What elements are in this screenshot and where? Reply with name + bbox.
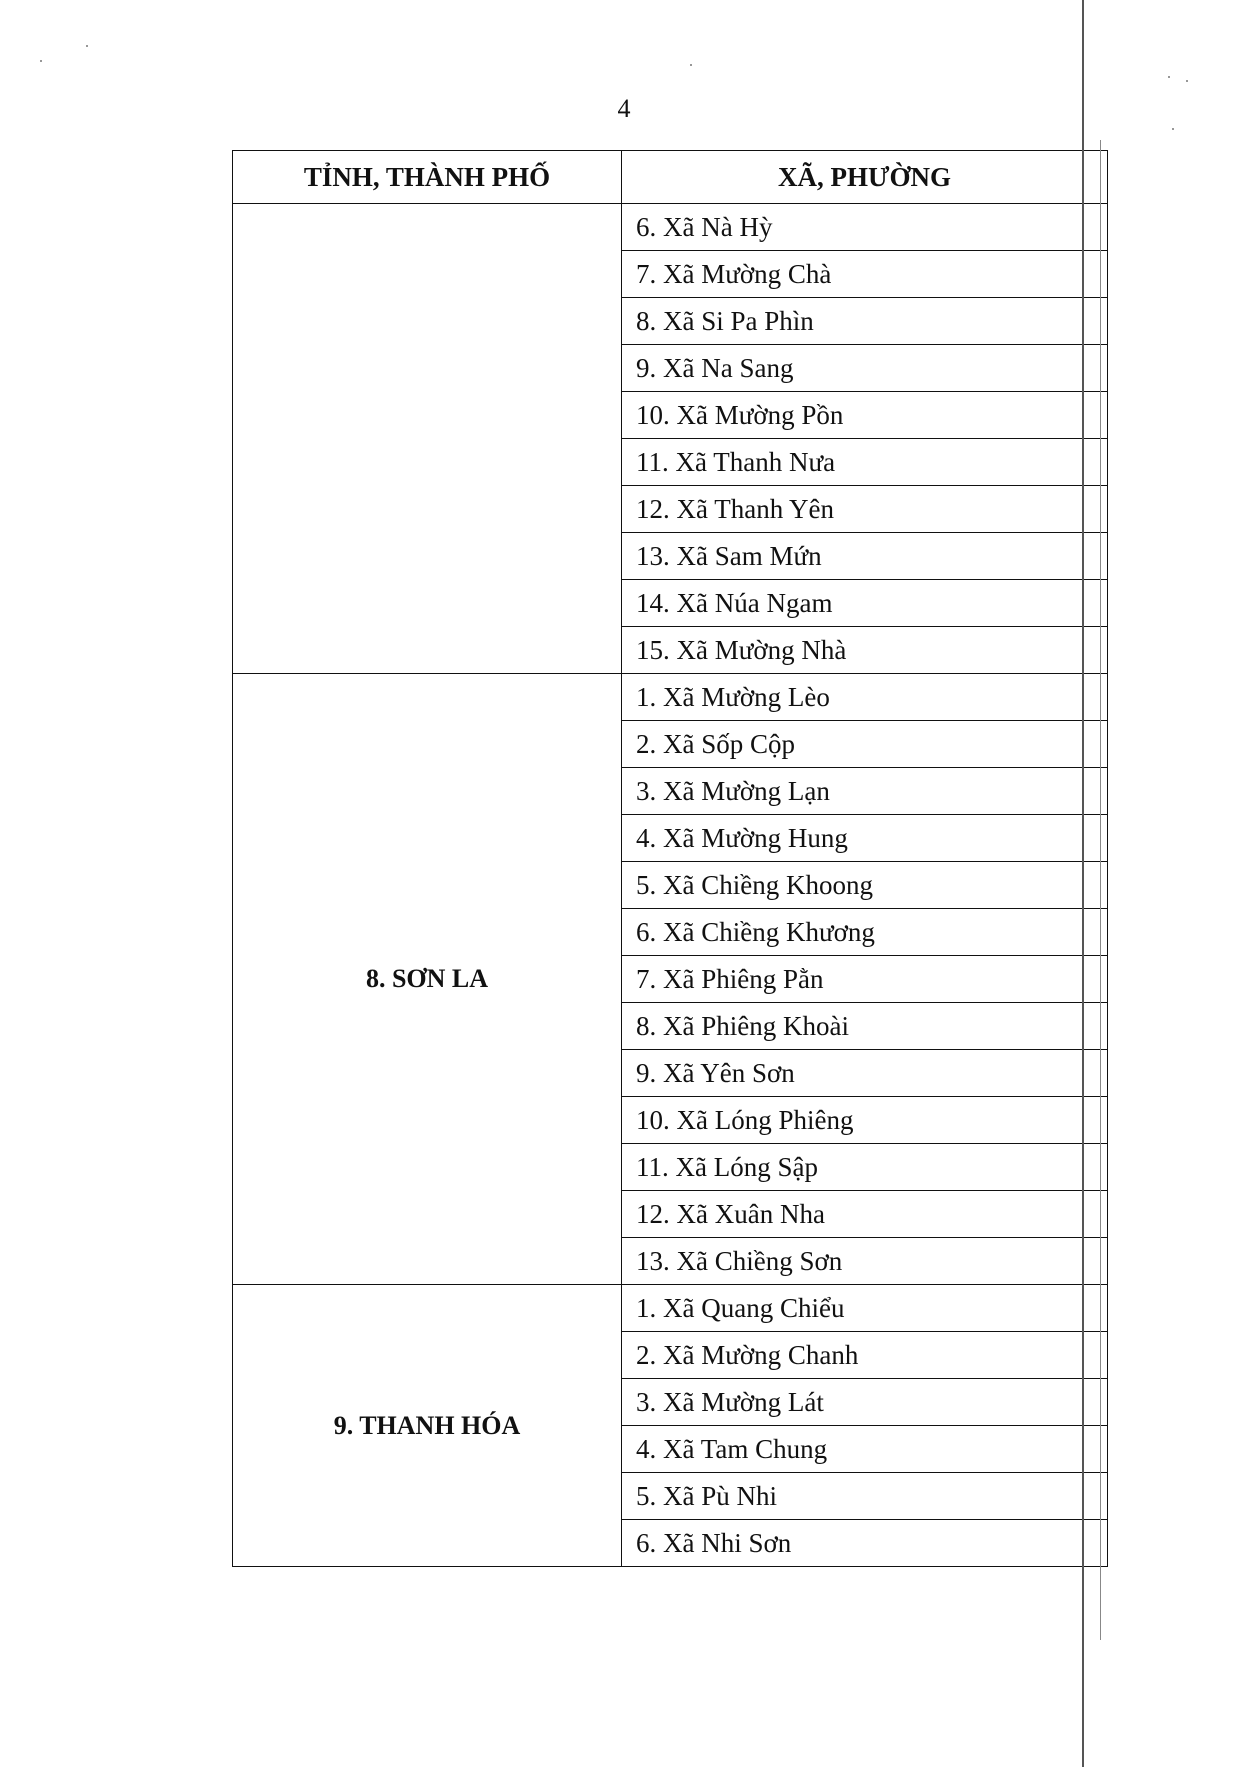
commune-cell: 8. Xã Phiêng Khoài [622,1003,1108,1050]
commune-cell: 10. Xã Mường Pồn [622,392,1108,439]
scan-speck [1186,80,1188,82]
table-body [233,204,1108,1567]
table-header-row [233,151,1108,204]
commune-cell: 11. Xã Thanh Nưa [622,439,1108,486]
province-cell [233,204,622,674]
commune-cell: 6. Xã Chiềng Khương [622,909,1108,956]
commune-cell: 12. Xã Thanh Yên [622,486,1108,533]
table-row [233,204,1108,251]
commune-cell: 13. Xã Sam Mứn [622,533,1108,580]
province-commune-table [232,150,1108,1567]
commune-cell: 6. Xã Nà Hỳ [622,204,1108,251]
scan-speck [1168,76,1170,78]
province-cell: 8. SƠN LA [233,674,622,1285]
commune-cell: 7. Xã Phiêng Pằn [622,956,1108,1003]
commune-cell: 11. Xã Lóng Sập [622,1144,1108,1191]
header-commune: XÃ, PHƯỜNG [622,151,1108,204]
header-province: TỈNH, THÀNH PHỐ [233,151,622,204]
scan-artifact-line [1100,140,1101,1640]
scan-speck [1172,128,1174,130]
scan-speck [40,60,42,62]
commune-cell: 4. Xã Mường Hung [622,815,1108,862]
scan-artifact-line [1082,0,1084,1767]
page-number: 4 [617,94,631,123]
commune-cell: 9. Xã Na Sang [622,345,1108,392]
commune-cell: 1. Xã Mường Lèo [622,674,1108,721]
table-row [233,1285,1108,1332]
commune-cell: 8. Xã Si Pa Phìn [622,298,1108,345]
commune-cell: 2. Xã Sốp Cộp [622,721,1108,768]
commune-cell: 14. Xã Núa Ngam [622,580,1108,627]
commune-cell: 7. Xã Mường Chà [622,251,1108,298]
commune-cell: 13. Xã Chiềng Sơn [622,1238,1108,1285]
table-row [233,674,1108,721]
province-cell: 9. THANH HÓA [233,1285,622,1567]
commune-cell: 3. Xã Mường Lát [622,1379,1108,1426]
commune-cell: 6. Xã Nhi Sơn [622,1520,1108,1567]
commune-cell: 5. Xã Chiềng Khoong [622,862,1108,909]
commune-cell: 1. Xã Quang Chiểu [622,1285,1108,1332]
commune-cell: 15. Xã Mường Nhà [622,627,1108,674]
commune-cell: 5. Xã Pù Nhi [622,1473,1108,1520]
commune-cell: 3. Xã Mường Lạn [622,768,1108,815]
scan-speck [690,64,692,66]
commune-cell: 4. Xã Tam Chung [622,1426,1108,1473]
commune-cell: 9. Xã Yên Sơn [622,1050,1108,1097]
commune-cell: 10. Xã Lóng Phiêng [622,1097,1108,1144]
scan-speck [86,45,88,47]
commune-cell: 2. Xã Mường Chanh [622,1332,1108,1379]
commune-cell: 12. Xã Xuân Nha [622,1191,1108,1238]
